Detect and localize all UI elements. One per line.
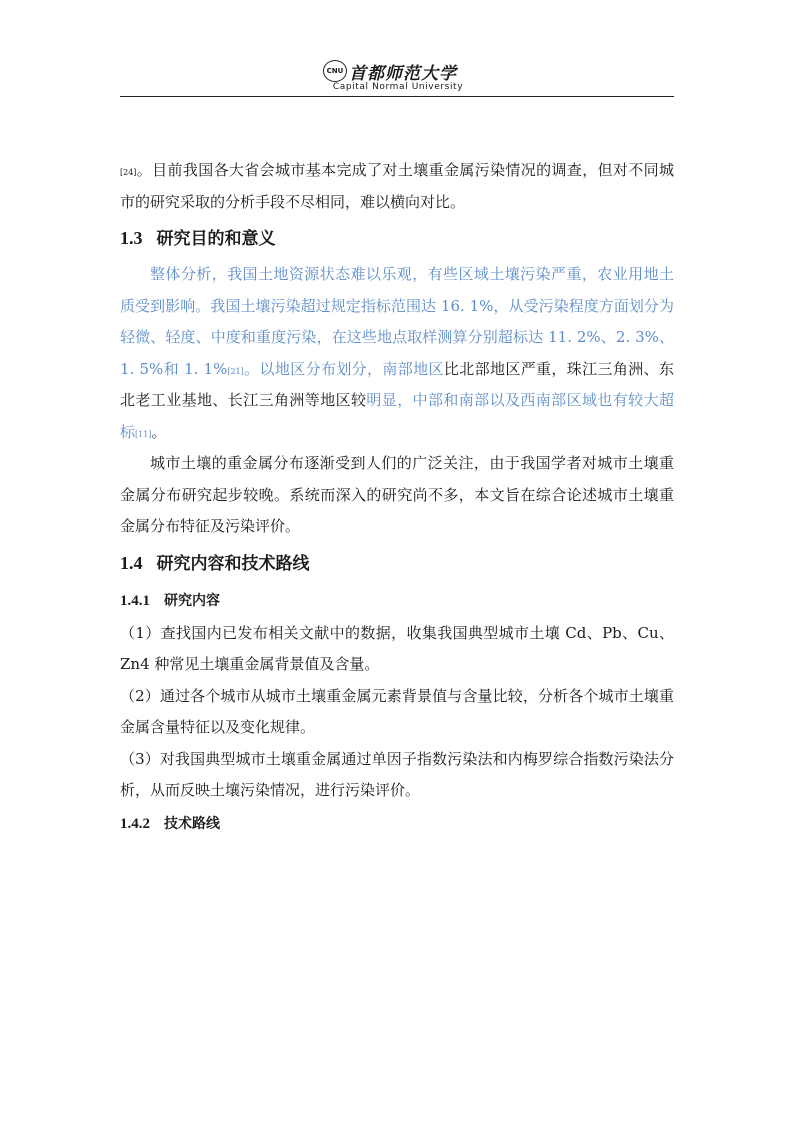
university-seal-icon: CNU bbox=[323, 60, 347, 82]
university-name-en: Capital Normal University bbox=[332, 82, 464, 92]
list-item: （3）对我国典型城市土壤重金属通过单因子指数污染法和内梅罗综合指数污染法分析，从而反映土壤污染情况，进行污染评价。 bbox=[120, 749, 674, 799]
citation-ref: [24] bbox=[120, 168, 137, 177]
section-heading-1-4: 1.4 研究内容和技术路线 bbox=[120, 552, 310, 574]
subsection-heading-1-4-2: 1.4.2 技术路线 bbox=[120, 815, 220, 832]
page-header bbox=[120, 54, 674, 97]
document-body bbox=[120, 155, 674, 841]
citation-ref: [11] bbox=[135, 429, 152, 439]
citation-ref: [21] bbox=[227, 366, 244, 376]
paragraph-significance: 城市土壤的重金属分布逐渐受到人们的广泛关注，由于我国学者对城市土壤重金属分布研究起步较晚。系统而深入的研究尚不多，本文旨在综合论述城市土壤重金属分布特征及污染评价。 bbox=[120, 454, 674, 535]
university-name-cn: 首都师范大学 bbox=[349, 64, 457, 84]
university-logo bbox=[323, 60, 473, 92]
list-item: （1）查找国内已发布相关文献中的数据，收集我国典型城市土壤 Cd、Pb、Cu、Zn4 种常见土壤重金属背景值及含量。 bbox=[120, 623, 674, 673]
list-item: （2）通过各个城市从城市土壤重金属元素背景值与含量比较，分析各个城市土壤重金属含量特征以及变化规律。 bbox=[120, 686, 674, 736]
section-heading-1-3: 1.3 研究目的和意义 bbox=[120, 228, 276, 249]
subsection-heading-1-4-1: 1.4.1 研究内容 bbox=[120, 592, 220, 609]
paragraph-intro: [24]。目前我国各大省会城市基本完成了对土壤重金属污染情况的调查，但对不同城市的研究采取的分析手段不尽相同，难以横向对比。 bbox=[120, 161, 674, 211]
paragraph-purpose: 整体分析，我国土地资源状态难以乐观，有些区域土壤污染严重，农业用地土质受到影响。我国土壤污染超过规定指标范围达 16. 1%，从受污染程度方面划分为轻微、轻度、中度和重度污染，在这些地点取样测算分别超标达 11. 2%、2. 3%、1. 5%和 1. 1%[21]。以地区分布划分，南部地区比北部地区严重，珠江三角洲、东北老工业基地、长江三角洲等地区较明显，中部和南部以及西南部区域也有较大超标[11]。 bbox=[120, 265, 674, 441]
